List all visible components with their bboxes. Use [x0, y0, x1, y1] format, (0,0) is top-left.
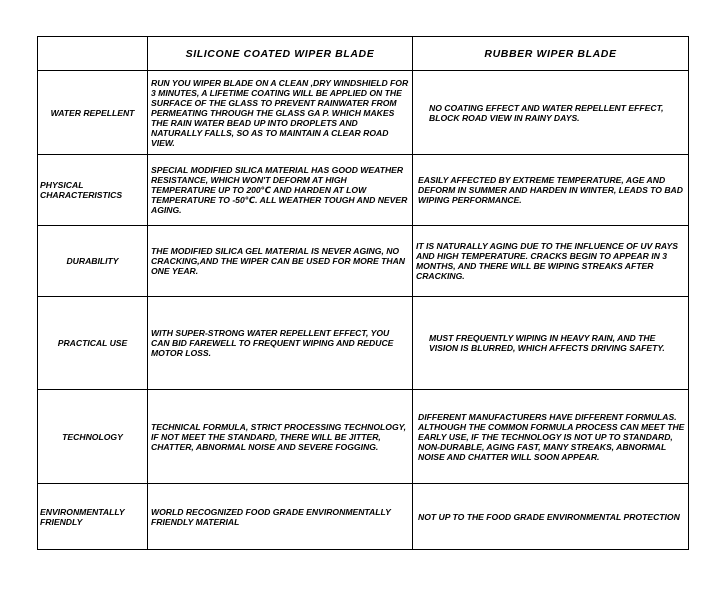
- row-attribute-physical-characteristics: PHYSICAL CHARACTERISTICS: [38, 155, 148, 226]
- row-rubber-durability: IT IS NATURALLY AGING DUE TO THE INFLUENCE OF UV RAYS AND HIGH TEMPERATURE. CRACKS BEGIN TO APPEAR IN 3 MONTHS, AND THERE WILL BE WIPING STREAKS AFTER CRACKING.: [413, 226, 689, 297]
- table-row: [38, 484, 689, 550]
- row-attribute-practical-use: PRACTICAL USE: [38, 297, 148, 390]
- row-silicone-environmentally-friendly: WORLD RECOGNIZED FOOD GRADE ENVIRONMENTALLY FRIENDLY MATERIAL: [148, 484, 413, 550]
- row-silicone-durability: THE MODIFIED SILICA GEL MATERIAL IS NEVER AGING, NO CRACKING,AND THE WIPER CAN BE USED FOR MORE THAN ONE YEAR.: [148, 226, 413, 297]
- row-rubber-technology: DIFFERENT MANUFACTURERS HAVE DIFFERENT FORMULAS. ALTHOUGH THE COMMON FORMULA PROCESS CAN MEET THE EARLY USE, IF THE TECHNOLOGY IS NOT UP TO STANDARD, NON-DURABLE, AGING FAST, MANY STREAKS, ABNORMAL NOISE AND CHATTER WILL SOON APPEAR.: [413, 390, 689, 484]
- row-silicone-physical-characteristics: SPECIAL MODIFIED SILICA MATERIAL HAS GOOD WEATHER RESISTANCE, WHICH WON'T DEFORM AT HIGH TEMPERATURE UP TO 200℃ AND HARDEN AT LOW TEMPERATURE TO -50℃. ALL WEATHER TOUGH AND NEVER AGING.: [148, 155, 413, 226]
- header-silicone: SILICONE COATED WIPER BLADE: [148, 37, 413, 71]
- header-row: [38, 37, 689, 71]
- table-row: [38, 390, 689, 484]
- table-row: [38, 155, 689, 226]
- comparison-table: [37, 36, 689, 550]
- row-rubber-environmentally-friendly: NOT UP TO THE FOOD GRADE ENVIRONMENTAL PROTECTION: [413, 484, 689, 550]
- row-attribute-environmentally-friendly: ENVIRONMENTALLY FRIENDLY: [38, 484, 148, 550]
- table-row: [38, 71, 689, 155]
- row-silicone-practical-use: WITH SUPER-STRONG WATER REPELLENT EFFECT, YOU CAN BID FAREWELL TO FREQUENT WIPING AND REDUCE MOTOR LOSS.: [148, 297, 413, 390]
- row-rubber-water-repellent: NO COATING EFFECT AND WATER REPELLENT EFFECT, BLOCK ROAD VIEW IN RAINY DAYS.: [413, 71, 689, 155]
- table-row: [38, 226, 689, 297]
- row-silicone-water-repellent: RUN YOU WIPER BLADE ON A CLEAN ,DRY WINDSHIELD FOR 3 MINUTES, A LIFETIME COATING WILL BE APPLIED ON THE SURFACE OF THE GLASS TO PREVENT RAINWATER FROM PERMEATING THROUGH THE GLASS GA P. WHICH MAKES THE RAIN WATER BEAD UP INTO DROPLETS AND NATURALLY FALLS, SO AS TO MAINTAIN A CLEAR ROAD VIEW.: [148, 71, 413, 155]
- row-attribute-technology: TECHNOLOGY: [38, 390, 148, 484]
- row-rubber-practical-use: MUST FREQUENTLY WIPING IN HEAVY RAIN, AND THE VISION IS BLURRED, WHICH AFFECTS DRIVING SAFETY.: [413, 297, 689, 390]
- header-attribute-cell: [38, 37, 148, 71]
- table-row: [38, 297, 689, 390]
- header-rubber: RUBBER WIPER BLADE: [413, 37, 689, 71]
- row-attribute-water-repellent: WATER REPELLENT: [38, 71, 148, 155]
- row-silicone-technology: TECHNICAL FORMULA, STRICT PROCESSING TECHNOLOGY, IF NOT MEET THE STANDARD, THERE WILL BE JITTER, CHATTER, ABNORMAL NOISE AND SEVERE FOGGING.: [148, 390, 413, 484]
- row-attribute-durability: DURABILITY: [38, 226, 148, 297]
- row-rubber-physical-characteristics: EASILY AFFECTED BY EXTREME TEMPERATURE, AGE AND DEFORM IN SUMMER AND HARDEN IN WINTER, LEADS TO BAD WIPING PERFORMANCE.: [413, 155, 689, 226]
